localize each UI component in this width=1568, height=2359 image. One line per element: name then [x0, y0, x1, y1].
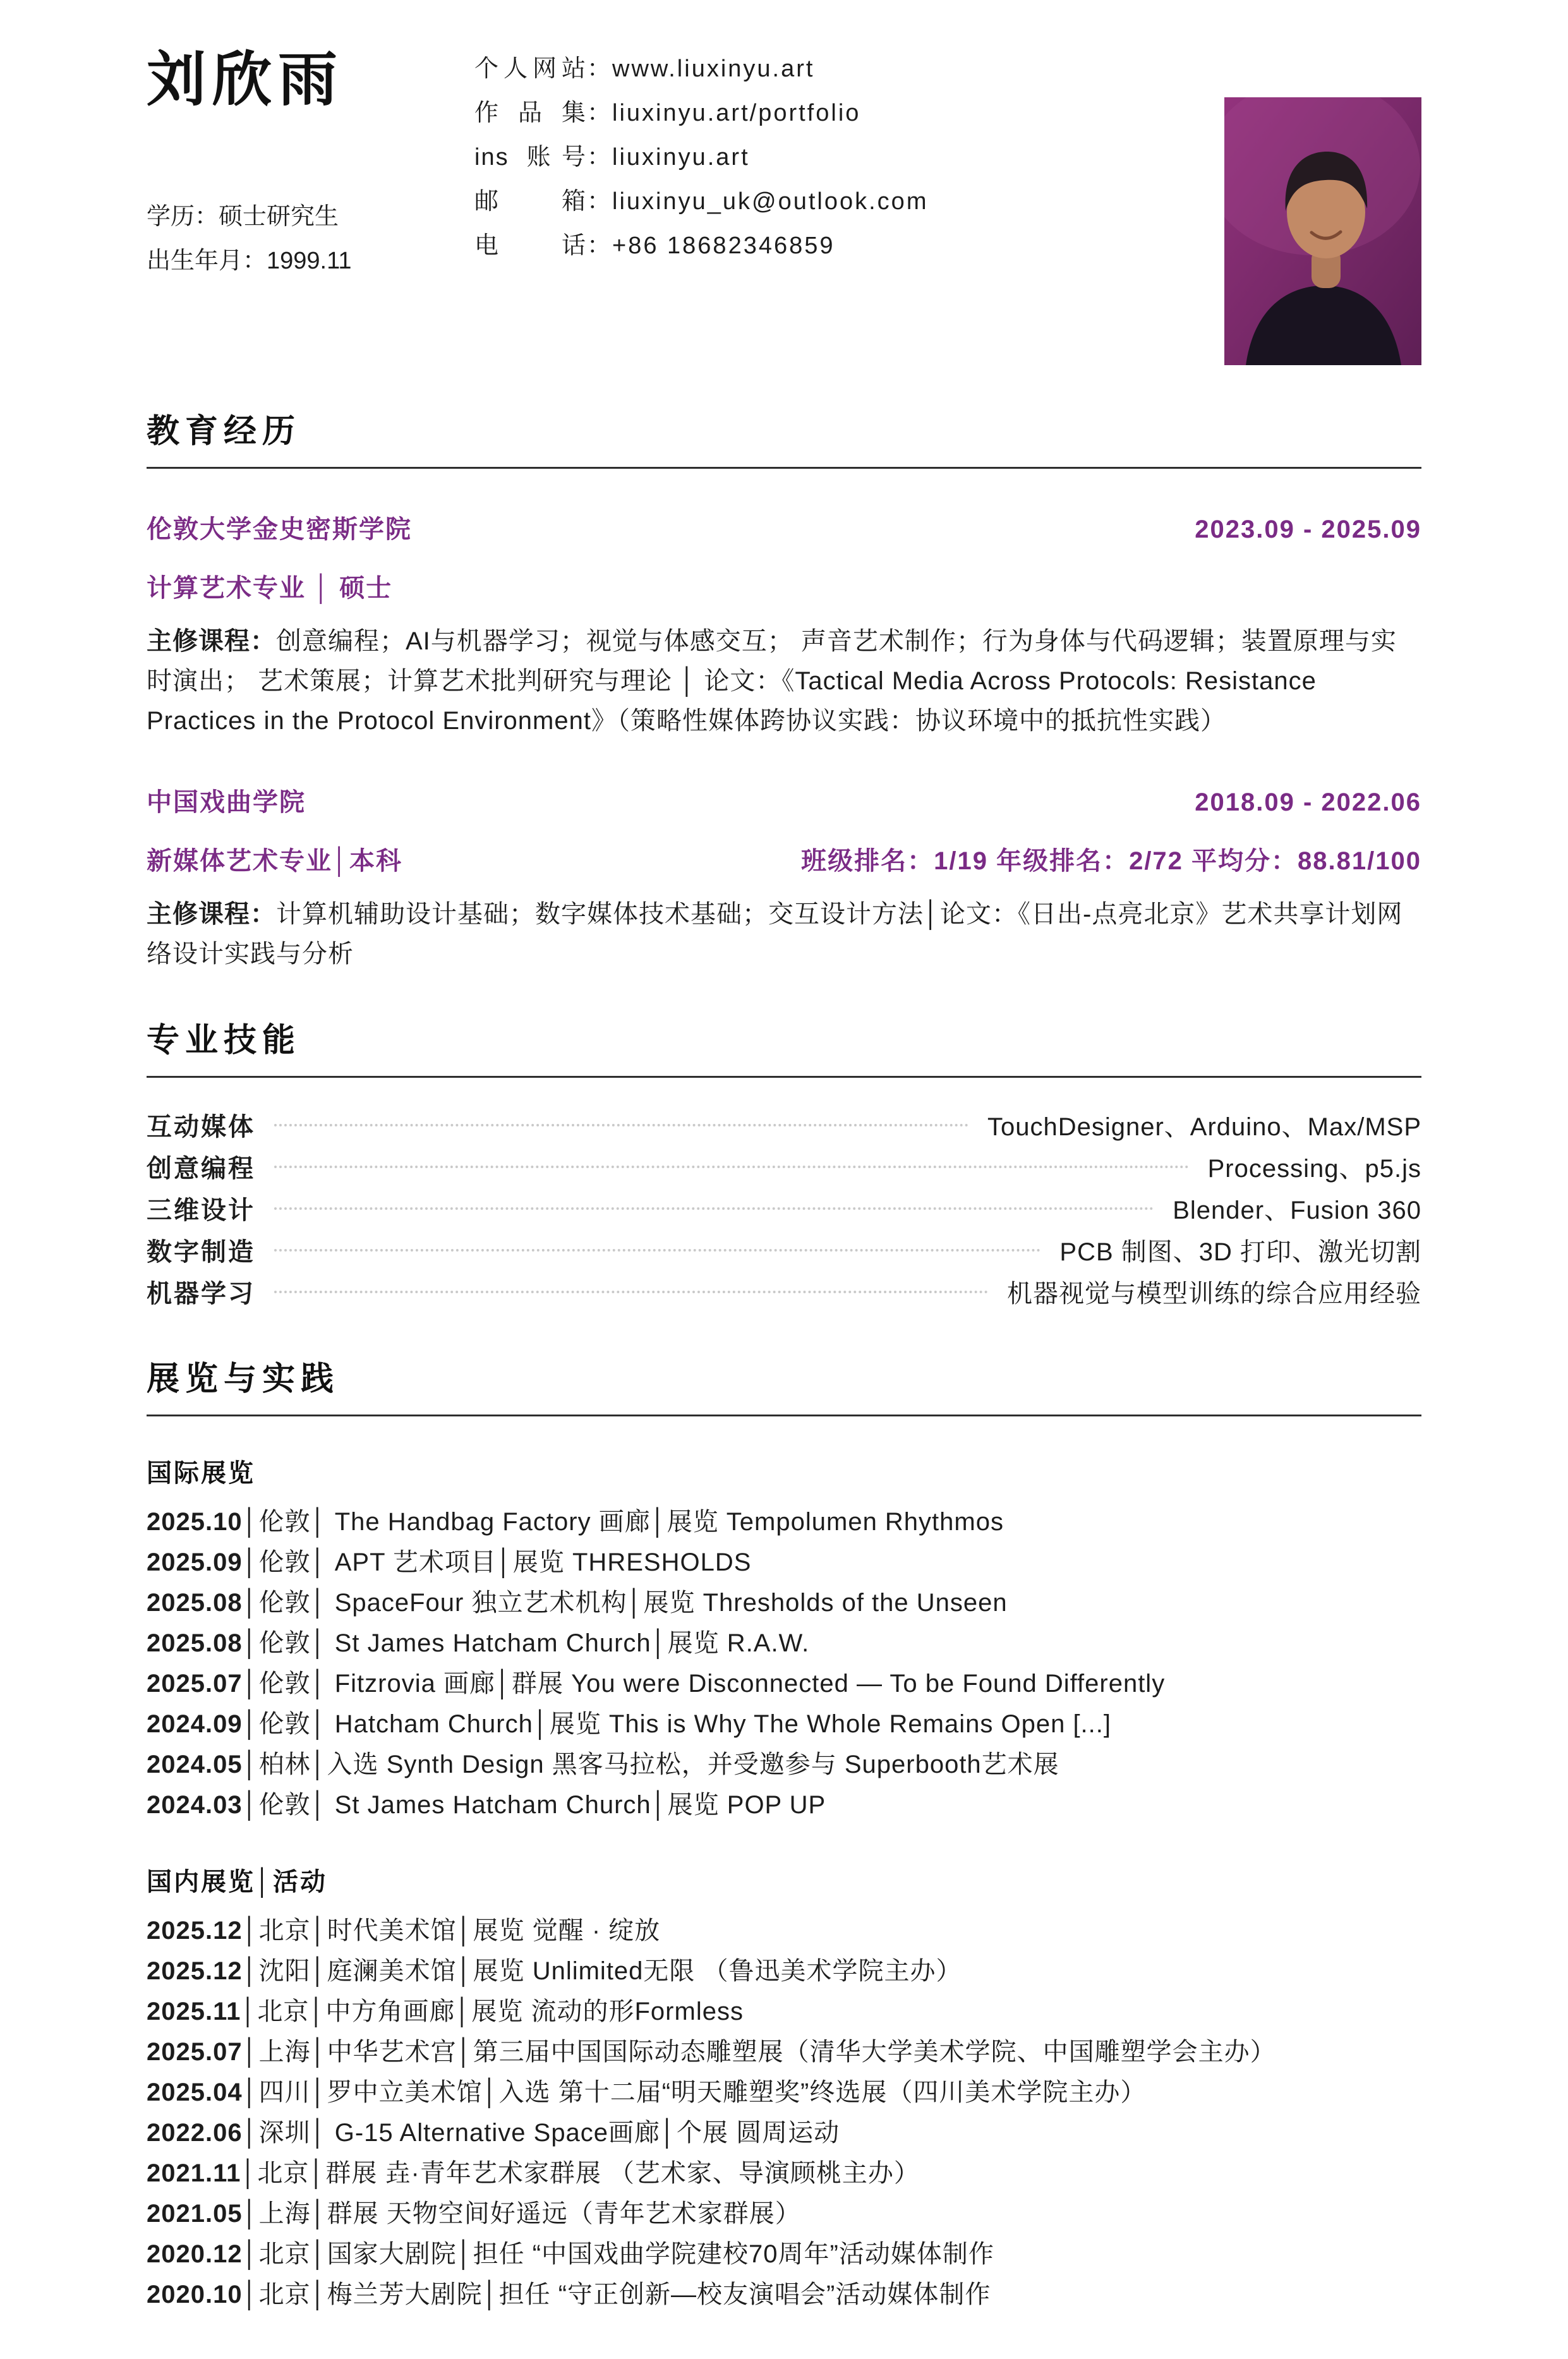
education-entry-nacta [147, 782, 1421, 974]
exhibition-item [147, 1663, 1421, 1704]
exhibition-item [147, 1704, 1421, 1744]
section-title-exhibitions: 展览与实践 [147, 1360, 340, 1397]
contact-value: www.liuxinyu.art [612, 56, 815, 82]
courses-label: 主修课程： [147, 900, 276, 928]
contact-row [474, 224, 1224, 268]
profile-photo [1224, 97, 1421, 365]
major-name: 计算艺术专业 │ 硕士 [147, 574, 393, 602]
education-entry-goldsmiths [147, 509, 1421, 742]
exhibition-date: 2025.07 [147, 2037, 243, 2066]
contact-colon: ： [587, 144, 612, 171]
contact-list [474, 37, 1224, 268]
education-entry-header [147, 782, 1421, 818]
exhibition-date: 2020.12 [147, 2240, 243, 2268]
skill-value: 机器视觉与模型训练的综合应用经验 [1007, 1280, 1421, 1308]
basic-info [147, 195, 466, 283]
skill-value: Blender、Fusion 360 [1173, 1197, 1421, 1225]
domestic-exhibition-list [147, 1910, 1421, 2315]
exhibition-text: │北京│时代美术馆│展览 觉醒 · 绽放 [242, 1916, 661, 1945]
exhibition-date: 2025.07 [147, 1669, 243, 1698]
contact-row [474, 47, 1224, 91]
birth-date: 出生年月：1999.11 [147, 248, 352, 275]
exhibition-date: 2024.05 [147, 1750, 243, 1778]
exhibition-item [147, 1951, 1421, 1991]
skill-name: 数字制造 [147, 1238, 255, 1267]
exhibition-item [147, 1785, 1421, 1825]
major-name: 新媒体艺术专业│本科 [147, 847, 402, 875]
exhibition-date: 2025.08 [147, 1629, 243, 1657]
skill-name: 三维设计 [147, 1197, 255, 1225]
section-exhibitions [147, 1352, 1421, 2315]
exhibition-item [147, 2193, 1421, 2234]
exhibition-item [147, 1502, 1421, 1542]
dotted-leader [274, 1207, 1154, 1210]
contact-value: +86 18682346859 [612, 232, 835, 259]
exhibition-text: │伦敦│ The Handbag Factory 画廊│展览 Tempolumen Rhythmos [242, 1507, 1004, 1536]
dotted-leader [274, 1249, 1040, 1252]
section-divider [147, 467, 1421, 469]
exhibition-item [147, 1910, 1421, 1951]
exhibition-item [147, 2153, 1421, 2193]
subsection-international: 国际展览 [147, 1459, 255, 1487]
exhibition-date: 2024.09 [147, 1710, 243, 1738]
exhibition-date: 2021.05 [147, 2199, 243, 2228]
contact-label: 作品集 [474, 100, 587, 126]
dotted-leader [274, 1291, 988, 1293]
international-exhibition-list [147, 1502, 1421, 1825]
courses-paragraph [147, 895, 1421, 974]
contact-label: ins 账号 [474, 144, 587, 171]
courses-text: 创意编程；AI与机器学习；视觉与体感交互； 声音艺术制作；行为身体与代码逻辑；装置原理与实时演出； 艺术策展；计算艺术批判研究与理论 │ 论文：《Tactical Media Across Protocols: Resistance Practices in the Protocol Environment》（策略性媒体跨协议实践：协议环境中的抵抗性实践） [147, 627, 1397, 735]
exhibition-item [147, 1583, 1421, 1623]
exhibition-text: │伦敦│ SpaceFour 独立艺术机构│展览 Thresholds of the Unseen [242, 1588, 1008, 1617]
exhibition-text: │伦敦│ St James Hatcham Church│展览 R.A.W. [242, 1629, 810, 1657]
ranking-info: 班级排名：1/19 年级排名：2/72 平均分：88.81/100 [801, 847, 1421, 875]
contact-label: 个人网站 [474, 56, 587, 82]
exhibition-date: 2025.12 [147, 1957, 243, 1985]
contact-colon: ： [587, 232, 612, 259]
exhibition-date: 2024.03 [147, 1790, 243, 1819]
courses-paragraph [147, 622, 1421, 742]
skills-list [147, 1104, 1421, 1313]
exhibition-text: │北京│梅兰芳大剧院│担任 “守正创新—校友演唱会”活动媒体制作 [242, 2280, 991, 2308]
header-left [147, 37, 466, 283]
contact-colon: ： [587, 188, 612, 215]
exhibition-text: │上海│群展 天物空间好遥远（青年艺术家群展） [242, 2199, 801, 2228]
exhibition-text: │柏林│入选 Synth Design 黑客马拉松，并受邀参与 Superbooth艺术展 [242, 1750, 1059, 1778]
exhibition-text: │伦敦│ Fitzrovia 画廊│群展 You were Disconnected — To be Found Differently [242, 1669, 1166, 1698]
exhibition-item [147, 1744, 1421, 1785]
section-title-education: 教育经历 [147, 413, 301, 450]
contact-value: liuxinyu_uk@outlook.com [612, 188, 929, 215]
skill-row [147, 1104, 1421, 1146]
contact-label: 电话 [474, 232, 587, 259]
section-title-skills: 专业技能 [147, 1022, 301, 1059]
skill-value: Processing、p5.js [1207, 1155, 1421, 1183]
contact-row [474, 179, 1224, 224]
education-level: 学历：硕士研究生 [147, 203, 339, 231]
portrait-illustration [1224, 97, 1421, 365]
exhibition-text: │北京│中方角画廊│展览 流动的形Formless [241, 1997, 744, 2025]
section-education [147, 404, 1421, 974]
skill-row [147, 1146, 1421, 1188]
dotted-leader [274, 1166, 1189, 1168]
exhibition-text: │伦敦│ Hatcham Church│展览 This is Why The Whole Remains Open [...] [242, 1710, 1112, 1738]
contact-row [474, 91, 1224, 135]
exhibition-date: 2025.11 [147, 1997, 241, 2025]
exhibition-item [147, 2113, 1421, 2153]
study-period: 2023.09 - 2025.09 [1195, 516, 1421, 543]
exhibition-text: │北京│国家大剧院│担任 “中国戏曲学院建校70周年”活动媒体制作 [242, 2240, 994, 2268]
section-skills [147, 1013, 1421, 1313]
skill-row [147, 1271, 1421, 1313]
skill-row [147, 1188, 1421, 1229]
exhibition-item [147, 1542, 1421, 1583]
dotted-leader [274, 1124, 968, 1126]
contact-colon: ： [587, 56, 612, 82]
study-period: 2018.09 - 2022.06 [1195, 788, 1421, 816]
section-divider [147, 1076, 1421, 1078]
school-name: 伦敦大学金史密斯学院 [147, 516, 412, 543]
skill-name: 创意编程 [147, 1155, 255, 1183]
header [147, 37, 1421, 365]
courses-label: 主修课程： [147, 627, 276, 655]
section-divider [147, 1415, 1421, 1416]
education-entry-header [147, 509, 1421, 545]
candidate-name: 刘欣雨 [147, 46, 344, 112]
exhibition-date: 2021.11 [147, 2159, 241, 2187]
exhibition-item [147, 2032, 1421, 2072]
contact-row [474, 135, 1224, 179]
exhibition-item [147, 2274, 1421, 2315]
courses-text: 计算机辅助设计基础；数字媒体技术基础；交互设计方法│论文：《日出-点亮北京》艺术共享计划网络设计实践与分析 [147, 900, 1403, 968]
major-row [147, 568, 1421, 604]
skill-value: TouchDesigner、Arduino、Max/MSP [987, 1113, 1421, 1142]
skill-name: 机器学习 [147, 1280, 255, 1308]
exhibition-date: 2020.10 [147, 2280, 243, 2308]
exhibition-text: │伦敦│ APT 艺术项目│展览 THRESHOLDS [242, 1548, 752, 1576]
contact-value: liuxinyu.art [612, 144, 750, 171]
exhibition-text: │深圳│ G-15 Alternative Space画廊│个展 圆周运动 [242, 2118, 840, 2147]
major-row [147, 841, 1421, 877]
exhibition-date: 2025.12 [147, 1916, 243, 1945]
exhibition-date: 2022.06 [147, 2118, 243, 2147]
exhibition-date: 2025.08 [147, 1588, 243, 1617]
exhibition-text: │上海│中华艺术宫│第三届中国国际动态雕塑展（清华大学美术学院、中国雕塑学会主办） [242, 2037, 1276, 2066]
exhibition-date: 2025.04 [147, 2078, 243, 2106]
exhibition-text: │北京│群展 垚·青年艺术家群展 （艺术家、导演顾桃主办） [241, 2159, 920, 2187]
exhibition-date: 2025.10 [147, 1507, 243, 1536]
exhibition-item [147, 1623, 1421, 1663]
exhibition-item [147, 1991, 1421, 2032]
skill-name: 互动媒体 [147, 1113, 255, 1142]
exhibition-text: │伦敦│ St James Hatcham Church│展览 POP UP [242, 1790, 826, 1819]
contact-value: liuxinyu.art/portfolio [612, 100, 861, 126]
subsection-domestic: 国内展览│活动 [147, 1867, 327, 1896]
contact-colon: ： [587, 100, 612, 126]
exhibition-date: 2025.09 [147, 1548, 243, 1576]
exhibition-text: │四川│罗中立美术馆│入选 第十二届“明天雕塑奖”终选展（四川美术学院主办） [242, 2078, 1147, 2106]
contact-label: 邮箱 [474, 188, 587, 215]
skill-row [147, 1229, 1421, 1271]
exhibition-item [147, 2072, 1421, 2113]
exhibition-text: │沈阳│庭澜美术馆│展览 Unlimited无限 （鲁迅美术学院主办） [242, 1957, 962, 1985]
exhibition-item [147, 2234, 1421, 2274]
skill-value: PCB 制图、3D 打印、激光切割 [1059, 1238, 1421, 1267]
school-name: 中国戏曲学院 [147, 788, 306, 816]
